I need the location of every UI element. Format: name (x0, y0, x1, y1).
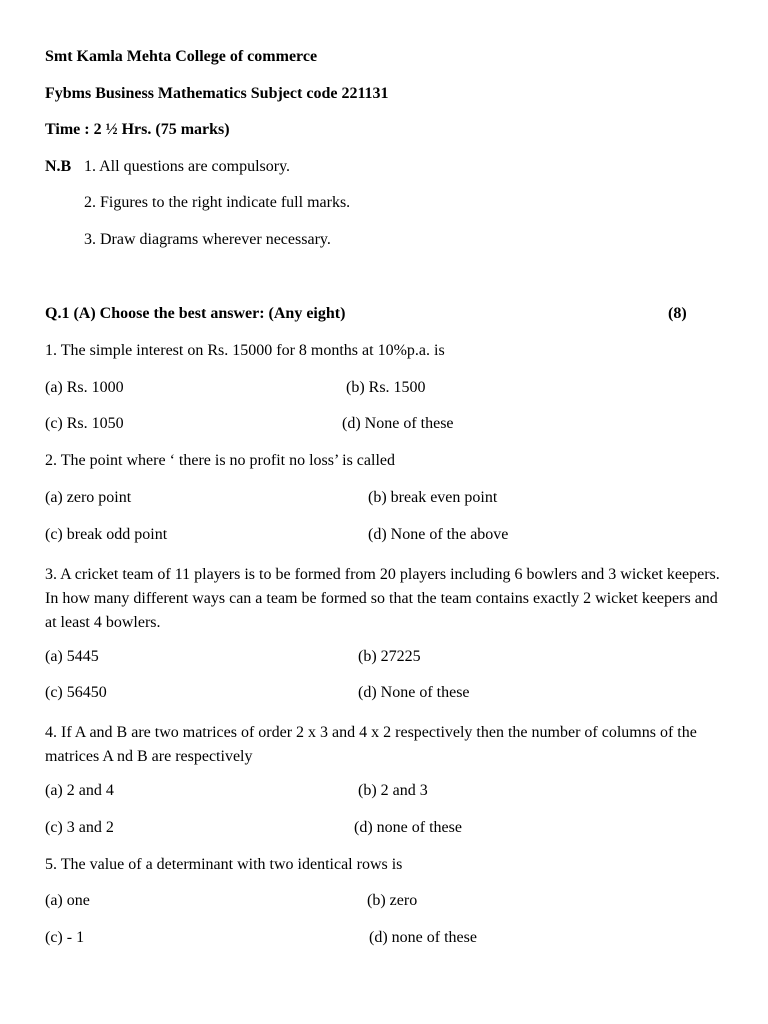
question-1-text: 1. The simple interest on Rs. 15000 for 8 months at 10%p.a. is (45, 342, 445, 359)
exam-time: Time : 2 ½ Hrs. (75 marks) (45, 121, 230, 138)
question-1-option-b: (b) Rs. 1500 (346, 379, 426, 396)
question-5-option-c: (c) - 1 (45, 929, 85, 946)
question-1-option-c: (c) Rs. 1050 (45, 415, 124, 432)
college-name: Smt Kamla Mehta College of commerce (45, 48, 318, 65)
question-3-option-d: (d) None of these (358, 684, 470, 701)
question-4-option-a: (a) 2 and 4 (45, 782, 114, 799)
nb-note-3: 3. Draw diagrams wherever necessary. (84, 231, 331, 248)
question-2-text: 2. The point where ‘ there is no profit no loss’ is called (45, 452, 395, 469)
nb-label: N.B (45, 158, 72, 175)
question-5-option-a: (a) one (45, 892, 90, 909)
question-3-option-a: (a) 5445 (45, 648, 99, 665)
question-5-option-b: (b) zero (367, 892, 418, 909)
question-2-option-a: (a) zero point (45, 489, 132, 506)
question-4-option-d: (d) none of these (354, 819, 462, 836)
question-5-text: 5. The value of a determinant with two identical rows is (45, 856, 403, 873)
question-2-option-d: (d) None of the above (368, 526, 509, 543)
question-2-option-b: (b) break even point (368, 489, 498, 506)
question-3-text: 3. A cricket team of 11 players is to be formed from 20 players including 6 bowlers and 3 wicket keepers. In how many different ways can a team be formed so that the team contains exactly 2 wicket keepers and at least 4 bowlers. (45, 566, 720, 631)
course-title: Fybms Business Mathematics Subject code 221131 (45, 85, 389, 102)
section-marks: (8) (668, 305, 687, 322)
question-4-text: 4. If A and B are two matrices of order 2 x 3 and 4 x 2 respectively then the number of columns of the matrices A nd B are respectively (45, 724, 697, 765)
question-5-option-d: (d) none of these (369, 929, 477, 946)
question-1-option-a: (a) Rs. 1000 (45, 379, 124, 396)
section-title: Q.1 (A) Choose the best answer: (Any eight) (45, 305, 346, 322)
question-1-option-d: (d) None of these (342, 415, 454, 432)
question-3-option-b: (b) 27225 (358, 648, 421, 665)
nb-note-2: 2. Figures to the right indicate full marks. (84, 194, 351, 211)
question-3-option-c: (c) 56450 (45, 684, 107, 701)
question-4-option-b: (b) 2 and 3 (358, 782, 428, 799)
nb-note-1: 1. All questions are compulsory. (84, 158, 291, 175)
question-2-option-c: (c) break odd point (45, 526, 168, 543)
question-4-option-c: (c) 3 and 2 (45, 819, 114, 836)
